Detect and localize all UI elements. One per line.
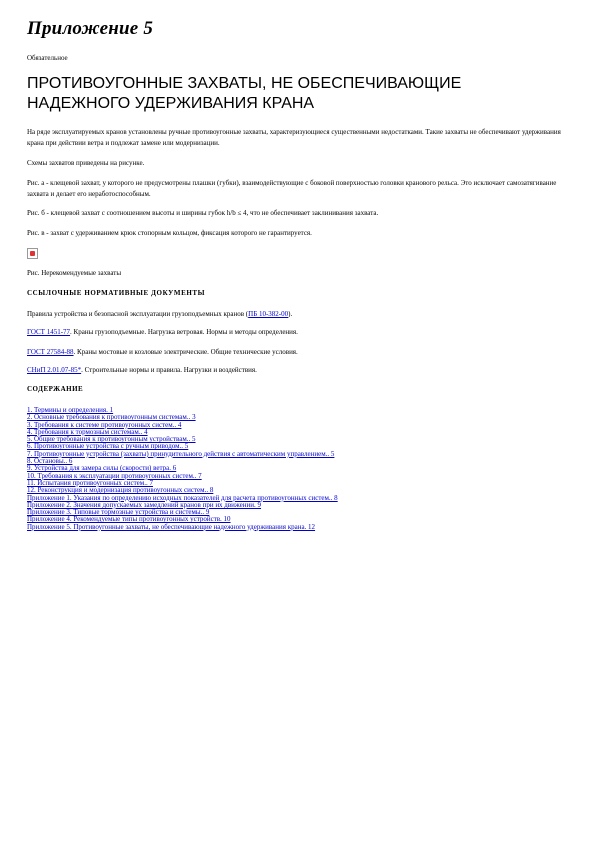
reference-link[interactable]: СНиП 2.01.07-85* xyxy=(27,366,82,374)
toc-item xyxy=(27,451,338,458)
toc-link[interactable]: Приложение 5. Противоугонные захваты, не обеспечивающие надежного удерживания крана. 12 xyxy=(27,522,316,531)
reference-item xyxy=(27,309,292,319)
toc-link[interactable]: 10. Требования к эксплуатации противоугонных систем.. 7 xyxy=(27,471,202,480)
toc-link[interactable]: Приложение 1. Указания по определению исходных показателей для расчета противоугонных систем.. 8 xyxy=(27,493,338,502)
figure-caption: Рис. Нерекомендуемые захваты xyxy=(27,269,122,277)
toc-link[interactable]: Приложение 3. Типовые тормозные устройства и системы.. 9 xyxy=(27,508,210,517)
section-heading: ПРОТИВОУГОННЫЕ ЗАХВАТЫ, НЕ ОБЕСПЕЧИВАЮЩИЕ НАДЕЖНОГО УДЕРЖИВАНИЯ КРАНА xyxy=(27,75,462,112)
mandatory-label: Обязательное xyxy=(27,54,68,62)
reference-link[interactable]: ГОСТ 1451-77 xyxy=(27,328,71,336)
toc-link[interactable]: Приложение 4. Рекомендуемые типы противоугонных устройств. 10 xyxy=(27,515,231,524)
toc-link[interactable]: 5. Общие требования к противоугонным устройствам.. 5 xyxy=(27,435,196,444)
toc-link[interactable]: 9. Устройства для замера силы (скорости) ветра. 6 xyxy=(27,464,177,473)
toc-item xyxy=(27,524,338,531)
toc-link[interactable]: 3. Требования к системе противоугонных систем.. 4 xyxy=(27,420,182,429)
toc-title: СОДЕРЖАНИЕ xyxy=(27,385,84,393)
figure-c-paragraph: Рис. в - захват с удерживанием крюк стопорным кольцом, фиксация которого не гарантируется. xyxy=(27,229,312,237)
reference-text: . Строительные нормы и правила. Нагрузки и воздействия. xyxy=(81,366,257,374)
toc-link[interactable]: 4. Требования к тормозным системам.. 4 xyxy=(27,427,148,436)
table-of-contents xyxy=(27,407,338,531)
references-title: ССЫЛОЧНЫЕ НОРМАТИВНЫЕ ДОКУМЕНТЫ xyxy=(27,289,206,297)
reference-text: . Краны грузоподъемные. Нагрузка ветровая. Нормы и методы определения. xyxy=(70,328,298,336)
schemes-paragraph: Схемы захватов приведены на рисунке. xyxy=(27,159,145,167)
figure-b-paragraph: Рис. б - клещевой захват с соотношением высоты и ширины губок h/b ≤ 4, что не обеспечивает заклинивания захвата. xyxy=(27,209,379,217)
figure-a-paragraph: Рис. а - клещевой захват, у которого не предусмотрены плашки (губки), взаимодействующие с боковой поверхностью головки кранового рельса. Это исключает самозатягивание захвата и делает его неработоспособным. xyxy=(27,179,557,198)
toc-link[interactable]: 11. Испытания противоугонных систем.. 7 xyxy=(27,478,153,487)
toc-link[interactable]: 6. Противоугонные устройства с ручным приводом.. 5 xyxy=(27,442,189,451)
reference-link[interactable]: ГОСТ 27584-88 xyxy=(27,348,74,356)
appendix-title: Приложение 5 xyxy=(27,18,154,39)
reference-item xyxy=(27,365,257,375)
toc-link[interactable]: Приложение 2. Значения допускаемых замедлений кранов при их движении. 9 xyxy=(27,500,262,509)
reference-item xyxy=(27,347,298,357)
reference-text: Правила устройства и безопасной эксплуатации грузоподъемных кранов ( xyxy=(27,310,249,318)
broken-image-icon xyxy=(27,248,38,259)
toc-link[interactable]: 2. Основные требования к противоугонным системам.. 3 xyxy=(27,413,196,422)
toc-link[interactable]: 1. Термины и определения. 1 xyxy=(27,406,114,414)
intro-paragraph: На ряде эксплуатируемых кранов установлены ручные противоугонные захваты, характеризующиеся существенными недостатками. Такие захваты не обеспечивают удерживания крана при действии ветра и подлежат замене или модернизации. xyxy=(27,128,561,147)
reference-text: . Краны мостовые и козловые электрические. Общие технические условия. xyxy=(73,348,298,356)
reference-link[interactable]: ПБ 10-382-00 xyxy=(248,310,289,318)
reference-item xyxy=(27,327,298,337)
reference-tail: ). xyxy=(288,310,293,318)
toc-link[interactable]: 7. Противоугонные устройства (захваты) принудительного действия с автоматическим управлением.. 5 xyxy=(27,449,335,458)
toc-link[interactable]: 12. Реконструкция и модернизация противоугонных систем.. 8 xyxy=(27,486,214,495)
toc-link[interactable]: 8. Остановы.. 6 xyxy=(27,457,73,466)
